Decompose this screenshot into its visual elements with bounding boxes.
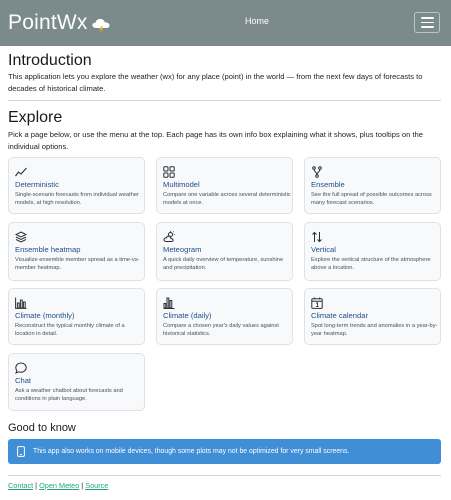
card-desc: See the full spread of possible outcomes across many forecast scenarios. xyxy=(311,192,432,207)
card-title: Ensemble xyxy=(311,180,345,189)
alert-text: This app also works on mobile devices, though some plots may not be optimized for very small screens. xyxy=(33,448,350,455)
card-title: Deterministic xyxy=(15,180,59,189)
explore-heading: Explore xyxy=(8,109,63,126)
trend-line-icon xyxy=(15,166,27,178)
info-alert xyxy=(8,439,441,464)
divider xyxy=(8,475,441,476)
card-desc: A quick daily overview of temperature, sunshine and precipitation. xyxy=(163,257,284,272)
card-title: Climate (monthly) xyxy=(15,311,75,320)
card-vertical[interactable] xyxy=(304,222,441,281)
footer xyxy=(8,481,108,490)
card-desc: Spot long-term trends and anomalies in a year-by-year heatmap. xyxy=(311,323,438,338)
intro-text: This application lets you explore the weather (wx) for any place (point) in the world — from the next few days of forecasts to decades of historical climate. xyxy=(8,72,423,93)
chat-bubble-icon xyxy=(15,362,27,374)
card-multimodel[interactable] xyxy=(156,157,293,214)
card-chat[interactable] xyxy=(8,353,145,411)
explore-text: Pick a page below, or use the menu at the top. Each page has its own info box explaining what it shows, plus tooltips on the individual options. xyxy=(8,130,423,151)
footer-separator: | xyxy=(33,481,40,490)
card-title: Climate (daily) xyxy=(163,311,212,320)
card-desc: Single-scenario forecasts from individual weather models, at high resolution. xyxy=(15,192,139,207)
brand-name: PointWx xyxy=(8,11,88,34)
card-desc: Visualize ensemble member spread as a time-vs-member heatmap. xyxy=(15,257,140,272)
card-climate-calendar[interactable] xyxy=(304,288,441,345)
up-down-arrows-icon xyxy=(311,231,323,243)
nav-home-link[interactable]: Home xyxy=(245,16,270,26)
navbar xyxy=(0,0,451,46)
menu-toggle-button[interactable] xyxy=(414,12,440,33)
brand[interactable] xyxy=(8,9,111,37)
cloud-sun-icon xyxy=(163,231,175,243)
bar-chart-steps-icon xyxy=(163,297,175,309)
card-title: Climate calendar xyxy=(311,311,368,320)
card-title: Multimodel xyxy=(163,180,200,189)
cloud-lightning-icon xyxy=(91,15,111,33)
card-title: Meteogram xyxy=(163,245,202,254)
card-ensemble-heatmap[interactable] xyxy=(8,222,145,281)
card-desc: Compare a chosen year's daily values against historical statistics. xyxy=(163,323,279,338)
good-to-know-heading: Good to know xyxy=(8,422,76,434)
footer-link-open-meteo[interactable]: Open Meteo xyxy=(39,481,80,490)
card-desc: Reconstruct the typical monthly climate of a location in detail. xyxy=(15,323,125,338)
phone-icon xyxy=(17,446,25,457)
grid-icon xyxy=(163,166,175,178)
branch-icon xyxy=(311,166,323,178)
divider xyxy=(8,100,441,101)
footer-link-contact[interactable]: Contact xyxy=(8,481,34,490)
footer-separator: | xyxy=(79,481,86,490)
card-desc: Explore the vertical structure of the atmosphere above a location. xyxy=(311,257,431,272)
card-title: Chat xyxy=(15,376,32,385)
layers-icon xyxy=(15,231,27,243)
hamburger-menu-icon xyxy=(421,17,434,19)
bar-chart-icon xyxy=(15,297,27,309)
card-climate-daily[interactable] xyxy=(156,288,293,345)
card-title: Ensemble heatmap xyxy=(15,245,81,254)
card-desc: Compare one variable across several deterministic models at once. xyxy=(163,192,291,207)
footer-link-source[interactable]: Source xyxy=(85,481,109,490)
calendar-icon xyxy=(311,297,323,309)
card-title: Vertical xyxy=(311,245,336,254)
card-climate-monthly[interactable] xyxy=(8,288,145,345)
intro-heading: Introduction xyxy=(8,52,92,69)
card-desc: Ask a weather chatbot about forecasts and conditions in plain language. xyxy=(15,388,123,403)
card-ensemble[interactable] xyxy=(304,157,441,214)
card-deterministic[interactable] xyxy=(8,157,145,214)
card-meteogram[interactable] xyxy=(156,222,293,281)
